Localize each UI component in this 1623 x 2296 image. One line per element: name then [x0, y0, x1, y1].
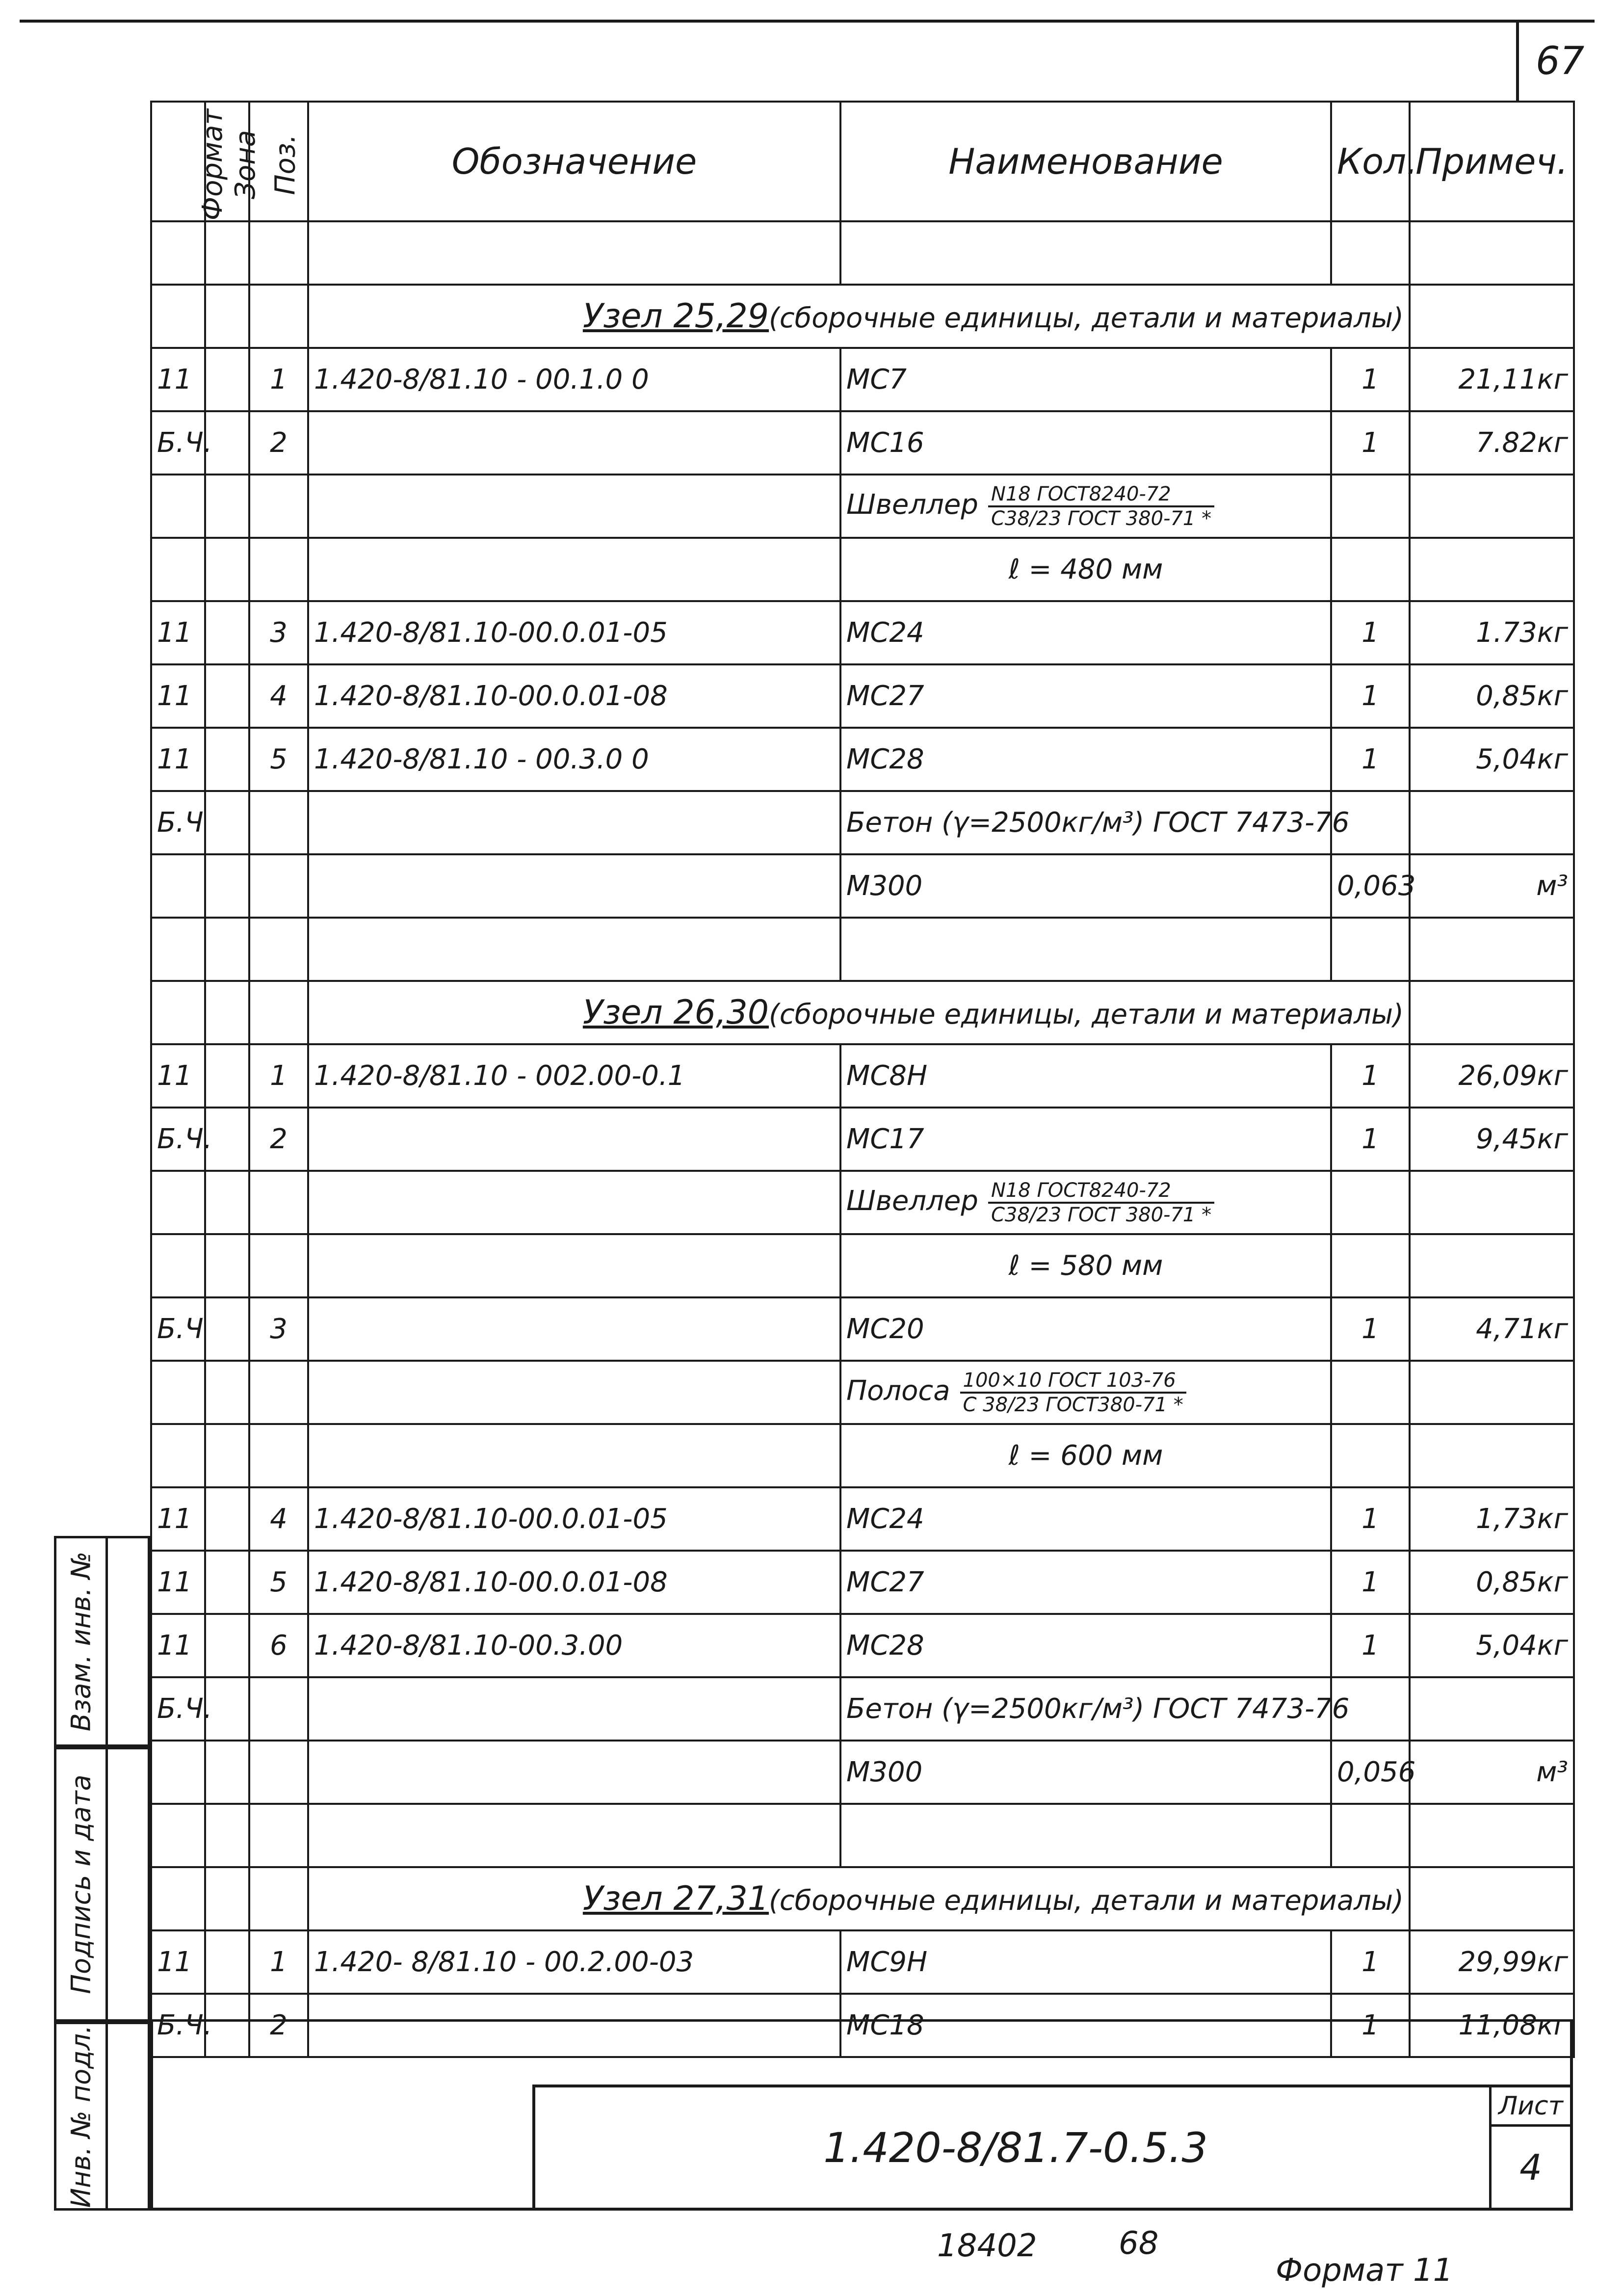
sheet-label: Лист: [1492, 2087, 1570, 2127]
section-title: Узел 25,29: [582, 297, 769, 336]
table-row: [151, 1424, 1574, 1487]
format-cell: Б.Ч.: [151, 411, 205, 475]
format-cell: [151, 1424, 205, 1487]
empty-cell: [249, 475, 308, 538]
note-cell: [1410, 1234, 1574, 1297]
empty-cell: [249, 981, 308, 1044]
table-row: [151, 1044, 1574, 1108]
table-row: [151, 791, 1574, 854]
empty-cell: [205, 221, 249, 285]
name-cell: М300: [840, 854, 1331, 918]
empty-cell: [840, 918, 1331, 981]
table-row: [151, 285, 1574, 348]
footer-format-label: Формат 11: [1276, 2252, 1453, 2289]
designation-cell: 1.420-8/81.10-00.0.01-05: [308, 601, 840, 664]
note-cell: 0,85кг: [1410, 1551, 1574, 1614]
section-subtitle: (сборочные единицы, детали и материалы): [769, 999, 1404, 1030]
name-cell: МС16: [840, 411, 1331, 475]
pos-cell: [249, 791, 308, 854]
empty-cell: [205, 1171, 249, 1234]
empty-cell: [1410, 475, 1574, 538]
format-cell: 11: [151, 348, 205, 411]
pos-cell: 3: [249, 1297, 308, 1361]
empty-cell: [205, 1804, 249, 1867]
format-cell: Б.Ч: [151, 1297, 205, 1361]
margin-strip-sign-date: [54, 1747, 150, 2022]
margin-label-inv-podl: Инв. № подл.: [65, 2025, 97, 2208]
note-cell: [1410, 791, 1574, 854]
sheet-number: 4: [1519, 2146, 1542, 2188]
empty-cell: [249, 285, 308, 348]
note-cell: м³: [1410, 1741, 1574, 1804]
format-cell: Б.Ч: [151, 791, 205, 854]
table-row: [151, 1108, 1574, 1171]
empty-cell: [151, 221, 205, 285]
designation-cell: [308, 1297, 840, 1361]
material-cell: [840, 1171, 1331, 1234]
empty-cell: [308, 1361, 840, 1424]
zone-cell: [205, 1424, 249, 1487]
note-cell: [1410, 1424, 1574, 1487]
zone-cell: [205, 728, 249, 791]
note-cell: 7.82кг: [1410, 411, 1574, 475]
material-spec-top: 100×10 ГОСТ 103-76: [960, 1369, 1186, 1394]
note-cell: [1410, 1677, 1574, 1741]
pos-cell: 2: [249, 1994, 308, 2057]
empty-cell: [205, 981, 249, 1044]
pos-cell: [249, 1741, 308, 1804]
zone-cell: [205, 1297, 249, 1361]
pos-cell: 4: [249, 1487, 308, 1551]
section-subtitle: (сборочные единицы, детали и материалы): [769, 1885, 1404, 1917]
empty-cell: [1410, 981, 1574, 1044]
empty-cell: [840, 221, 1331, 285]
material-spec-top: N18 ГОСТ8240-72: [988, 483, 1214, 507]
note-cell: 11,08кг: [1410, 1994, 1574, 2057]
qty-cell: 1: [1331, 601, 1410, 664]
format-cell: 11: [151, 601, 205, 664]
zone-cell: [205, 348, 249, 411]
qty-cell: [1331, 1424, 1410, 1487]
designation-cell: 1.420- 8/81.10 - 00.2.00-03: [308, 1930, 840, 1994]
zone-cell: [205, 1044, 249, 1108]
material-cell: [840, 475, 1331, 538]
format-cell: [151, 1234, 205, 1297]
table-row: [151, 1234, 1574, 1297]
table-row: [151, 1677, 1574, 1741]
empty-cell: [1331, 1361, 1410, 1424]
material-name: Швеллер: [846, 488, 978, 521]
note-cell: 26,09кг: [1410, 1044, 1574, 1108]
footer-stamp-number: 18402: [937, 2228, 1037, 2264]
header-designation: Обозначение: [308, 102, 840, 221]
designation-cell: [308, 1234, 840, 1297]
table-header-row: [151, 102, 1574, 221]
empty-cell: [1331, 1804, 1410, 1867]
format-cell: 11: [151, 1487, 205, 1551]
empty-cell: [151, 1361, 205, 1424]
table-row: [151, 1614, 1574, 1677]
empty-cell: [205, 1867, 249, 1930]
name-cell: МС7: [840, 348, 1331, 411]
empty-cell: [151, 285, 205, 348]
format-cell: Б.Ч.: [151, 1677, 205, 1741]
table-row: [151, 664, 1574, 728]
material-spec: [960, 1369, 1186, 1416]
material-cell: [840, 1361, 1331, 1424]
table-row: [151, 1361, 1574, 1424]
qty-cell: 0,063: [1331, 854, 1410, 918]
name-cell: Бетон (γ=2500кг/м³) ГОСТ 7473-76: [840, 1677, 1331, 1741]
empty-cell: [1410, 221, 1574, 285]
table-row: [151, 411, 1574, 475]
name-cell: МС27: [840, 664, 1331, 728]
pos-cell: [249, 1677, 308, 1741]
format-cell: Б.Ч.: [151, 1994, 205, 2057]
empty-cell: [205, 918, 249, 981]
empty-cell: [1410, 1804, 1574, 1867]
material-name: Швеллер: [846, 1185, 978, 1217]
pos-cell: 5: [249, 728, 308, 791]
note-cell: 4,71кг: [1410, 1297, 1574, 1361]
note-cell: [1410, 538, 1574, 601]
empty-cell: [1331, 221, 1410, 285]
page-number-box: [1516, 23, 1519, 101]
sheet-box: [1489, 2087, 1570, 2208]
name-cell: МС9Н: [840, 1930, 1331, 1994]
section-title: Узел 27,31: [582, 1879, 769, 1918]
note-cell: 1,73кг: [1410, 1487, 1574, 1551]
empty-cell: [151, 1804, 205, 1867]
zone-cell: [205, 1487, 249, 1551]
material-spec-top: N18 ГОСТ8240-72: [988, 1179, 1214, 1204]
designation-cell: 1.420-8/81.10-00.0.01-05: [308, 1487, 840, 1551]
table-row: [151, 728, 1574, 791]
section-subtitle: (сборочные единицы, детали и материалы): [769, 302, 1404, 334]
note-cell: 5,04кг: [1410, 728, 1574, 791]
material-spec-bottom: С 38/23 ГОСТ380-71 *: [963, 1393, 1183, 1416]
designation-cell: [308, 854, 840, 918]
qty-cell: 1: [1331, 664, 1410, 728]
margin-label-sign-date: Подпись и дата: [65, 1774, 97, 1994]
pos-cell: 3: [249, 601, 308, 664]
empty-cell: [151, 918, 205, 981]
pos-cell: [249, 1424, 308, 1487]
material-spec: [988, 483, 1214, 530]
empty-cell: [308, 918, 840, 981]
empty-cell: [205, 285, 249, 348]
empty-cell: [308, 475, 840, 538]
note-cell: 9,45кг: [1410, 1108, 1574, 1171]
name-cell: МС17: [840, 1108, 1331, 1171]
format-cell: Б.Ч.: [151, 1108, 205, 1171]
footer-stamp-sheet: 68: [1119, 2225, 1159, 2262]
format-cell: 11: [151, 1044, 205, 1108]
pos-cell: 1: [249, 1044, 308, 1108]
designation-cell: [308, 1741, 840, 1804]
section-title-cell: [308, 981, 1410, 1044]
zone-cell: [205, 1614, 249, 1677]
name-cell: М300: [840, 1741, 1331, 1804]
pos-cell: 1: [249, 348, 308, 411]
empty-cell: [249, 1867, 308, 1930]
material-spec-bottom: С38/23 ГОСТ 380-71 *: [991, 1203, 1212, 1226]
table-row: [151, 475, 1574, 538]
name-cell: ℓ = 480 мм: [840, 538, 1331, 601]
name-cell: МС28: [840, 728, 1331, 791]
designation-cell: 1.420-8/81.10-00.3.00: [308, 1614, 840, 1677]
format-cell: 11: [151, 664, 205, 728]
qty-cell: 1: [1331, 411, 1410, 475]
empty-cell: [1410, 1867, 1574, 1930]
zone-cell: [205, 1551, 249, 1614]
section-title: Узел 26,30: [582, 993, 769, 1032]
empty-cell: [1410, 1361, 1574, 1424]
name-cell: МС24: [840, 601, 1331, 664]
qty-cell: 1: [1331, 1108, 1410, 1171]
empty-cell: [151, 475, 205, 538]
designation-cell: 1.420-8/81.10 - 00.1.0 0: [308, 348, 840, 411]
empty-cell: [205, 1361, 249, 1424]
format-cell: 11: [151, 728, 205, 791]
margin-label-inv-vzam: Взам. инв. №: [65, 1551, 97, 1732]
header-name: Наименование: [840, 102, 1331, 221]
qty-cell: [1331, 1234, 1410, 1297]
format-cell: [151, 538, 205, 601]
empty-cell: [151, 1171, 205, 1234]
title-block: [532, 2085, 1573, 2211]
empty-cell: [249, 1804, 308, 1867]
format-cell: [151, 854, 205, 918]
qty-cell: 1: [1331, 1614, 1410, 1677]
pos-cell: [249, 854, 308, 918]
table-row: [151, 981, 1574, 1044]
designation-cell: 1.420-8/81.10-00.0.01-08: [308, 664, 840, 728]
empty-cell: [205, 475, 249, 538]
qty-cell: 1: [1331, 1297, 1410, 1361]
name-cell: МС28: [840, 1614, 1331, 1677]
table-row: [151, 1741, 1574, 1804]
empty-cell: [151, 981, 205, 1044]
name-cell: ℓ = 580 мм: [840, 1234, 1331, 1297]
page-number: 67: [1536, 39, 1585, 83]
document-code: 1.420-8/81.7-0.5.3: [823, 2123, 1208, 2172]
top-rule: [20, 20, 1595, 23]
format-cell: [151, 1741, 205, 1804]
designation-cell: [308, 411, 840, 475]
empty-cell: [1331, 918, 1410, 981]
table-row: [151, 918, 1574, 981]
empty-cell: [249, 918, 308, 981]
format-cell: 11: [151, 1551, 205, 1614]
pos-cell: 2: [249, 411, 308, 475]
table-row: [151, 348, 1574, 411]
zone-cell: [205, 854, 249, 918]
format-cell: 11: [151, 1614, 205, 1677]
table-row: [151, 1804, 1574, 1867]
table-row: [151, 1487, 1574, 1551]
zone-cell: [205, 1234, 249, 1297]
qty-cell: 1: [1331, 1487, 1410, 1551]
header-qty: Кол.: [1331, 102, 1410, 221]
pos-cell: 5: [249, 1551, 308, 1614]
empty-cell: [308, 221, 840, 285]
table-row: [151, 1171, 1574, 1234]
designation-cell: [308, 538, 840, 601]
empty-cell: [308, 1171, 840, 1234]
zone-cell: [205, 601, 249, 664]
empty-cell: [249, 221, 308, 285]
empty-cell: [151, 1867, 205, 1930]
margin-strip-inv-podl: [54, 2022, 150, 2211]
empty-cell: [249, 1361, 308, 1424]
header-format: Формат: [151, 102, 205, 221]
specification-table: [150, 101, 1575, 2058]
name-cell: МС27: [840, 1551, 1331, 1614]
section-title-cell: [308, 1867, 1410, 1930]
table-row: [151, 1930, 1574, 1994]
zone-cell: [205, 538, 249, 601]
pos-cell: [249, 1234, 308, 1297]
qty-cell: 1: [1331, 1994, 1410, 2057]
name-cell: МС18: [840, 1994, 1331, 2057]
note-cell: 5,04кг: [1410, 1614, 1574, 1677]
qty-cell: 1: [1331, 1930, 1410, 1994]
pos-cell: 6: [249, 1614, 308, 1677]
qty-cell: 0,056: [1331, 1741, 1410, 1804]
name-cell: МС20: [840, 1297, 1331, 1361]
material-name: Полоса: [846, 1374, 950, 1407]
zone-cell: [205, 1741, 249, 1804]
table-row: [151, 538, 1574, 601]
name-cell: ℓ = 600 мм: [840, 1424, 1331, 1487]
section-title-cell: [308, 285, 1410, 348]
qty-cell: 1: [1331, 1044, 1410, 1108]
name-cell: Бетон (γ=2500кг/м³) ГОСТ 7473-76: [840, 791, 1331, 854]
name-cell: МС8Н: [840, 1044, 1331, 1108]
zone-cell: [205, 664, 249, 728]
note-cell: 1.73кг: [1410, 601, 1574, 664]
material-spec-bottom: С38/23 ГОСТ 380-71 *: [991, 507, 1212, 530]
qty-cell: 1: [1331, 1551, 1410, 1614]
empty-cell: [1331, 475, 1410, 538]
empty-cell: [1410, 285, 1574, 348]
margin-strip-inv-vzam: [54, 1536, 150, 1747]
header-zone: Зона: [205, 102, 249, 221]
pos-cell: [249, 538, 308, 601]
table-row: [151, 221, 1574, 285]
empty-cell: [249, 1171, 308, 1234]
header-note: Примеч.: [1410, 102, 1574, 221]
table-row: [151, 1867, 1574, 1930]
name-cell: МС24: [840, 1487, 1331, 1551]
zone-cell: [205, 1930, 249, 1994]
empty-cell: [840, 1804, 1331, 1867]
qty-cell: 1: [1331, 728, 1410, 791]
note-cell: 0,85кг: [1410, 664, 1574, 728]
pos-cell: 4: [249, 664, 308, 728]
designation-cell: [308, 1424, 840, 1487]
empty-cell: [1331, 1171, 1410, 1234]
material-spec: [988, 1179, 1214, 1226]
note-cell: 21,11кг: [1410, 348, 1574, 411]
empty-cell: [308, 1804, 840, 1867]
designation-cell: [308, 791, 840, 854]
designation-cell: 1.420-8/81.10 - 00.3.0 0: [308, 728, 840, 791]
empty-cell: [1410, 1171, 1574, 1234]
format-cell: 11: [151, 1930, 205, 1994]
table-row: [151, 601, 1574, 664]
pos-cell: 2: [249, 1108, 308, 1171]
zone-cell: [205, 791, 249, 854]
designation-cell: [308, 1108, 840, 1171]
empty-cell: [1410, 918, 1574, 981]
pos-cell: 1: [249, 1930, 308, 1994]
note-cell: 29,99кг: [1410, 1930, 1574, 1994]
designation-cell: 1.420-8/81.10 - 002.00-0.1: [308, 1044, 840, 1108]
qty-cell: 1: [1331, 348, 1410, 411]
table-row: [151, 1551, 1574, 1614]
table-body: [151, 221, 1574, 2057]
designation-cell: 1.420-8/81.10-00.0.01-08: [308, 1551, 840, 1614]
qty-cell: [1331, 538, 1410, 601]
designation-cell: [308, 1677, 840, 1741]
table-row: [151, 1297, 1574, 1361]
note-cell: м³: [1410, 854, 1574, 918]
table-row: [151, 854, 1574, 918]
header-pos: Поз.: [249, 102, 308, 221]
